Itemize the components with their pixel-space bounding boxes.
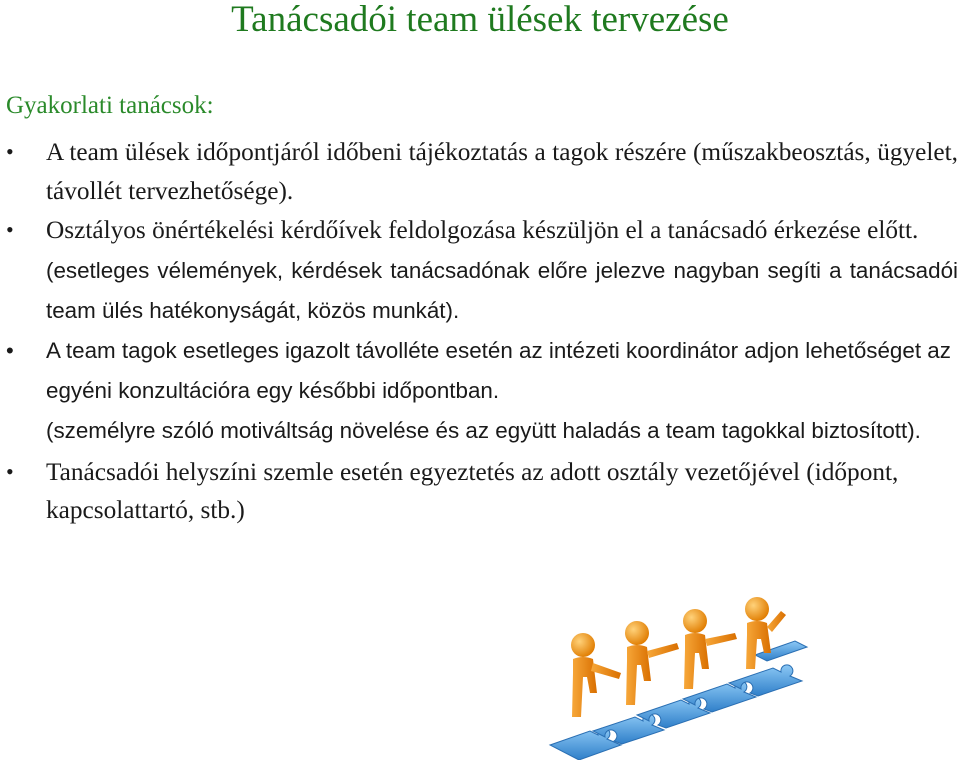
list-note <box>0 251 960 331</box>
team-figures <box>571 597 786 717</box>
page-title: Tanácsadói team ülések tervezése <box>231 0 729 40</box>
section-subtitle: Gyakorlati tanácsok: <box>6 92 214 119</box>
list-item <box>0 453 960 530</box>
list-item-text: A team ülések időpontjáról időbeni tájékoztatás a tagok részére (műszakbeosztás, ügyelet, távollét tervezhetősége). <box>46 138 958 205</box>
list-item <box>0 331 960 411</box>
list-note <box>0 411 960 451</box>
bullet-icon: • <box>6 458 14 484</box>
teamwork-puzzle-illustration <box>545 595 835 760</box>
list-note-text: (személyre szóló motiváltság növelése és az együtt haladás a team tagokkal biztosított). <box>46 417 921 443</box>
list-item-text: A team tagok esetleges igazolt távolléte esetén az intézeti koordinátor adjon lehetőséget az egyéni konzultációra egy későbbi időpontban. <box>46 337 951 403</box>
bullet-icon: • <box>6 217 14 242</box>
list-item <box>0 211 960 250</box>
bullet-icon: • <box>6 139 14 164</box>
bullet-list <box>0 133 960 530</box>
list-note-text: (esetleges vélemények, kérdések tanácsadónak előre jelezve nagyban segíti a tanácsadói team ülés hatékonyságát, közös munkát). <box>46 257 958 323</box>
list-item-text: Tanácsadói helyszíni szemle esetén egyeztetés az adott osztály vezetőjével (időpont, kapcsolattartó, stb.) <box>46 457 899 524</box>
list-item-text: Osztályos önértékelési kérdőívek feldolgozása készüljön el a tanácsadó érkezése előtt. <box>46 216 919 244</box>
list-item <box>0 133 960 210</box>
bullet-icon: • <box>6 337 14 363</box>
